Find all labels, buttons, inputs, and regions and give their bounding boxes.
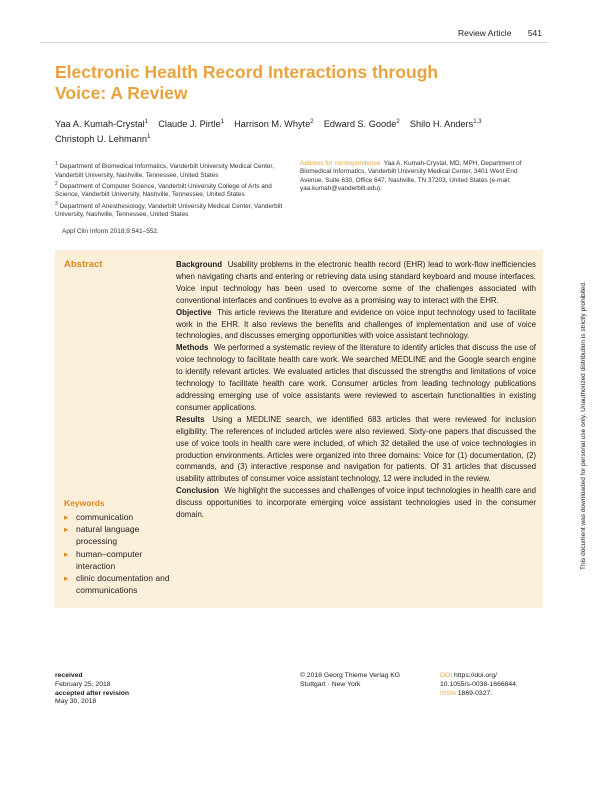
side-notice-text: This document was downloaded for personal use only. Unauthorized distribution is strictly prohibited. [580, 281, 587, 570]
received-date: February 25, 2018 [55, 680, 111, 688]
author-affil-mark: 2 [310, 119, 314, 125]
abstract-text [176, 259, 536, 521]
abstract-section-results: Results Using a MEDLINE search, we identified 683 articles that were reviewed for inclusion eligibility. The references of included articles were also reviewed. Sixty-one papers that discussed the use of voice tools in health care were included, of which 32 detailed the use of voice technologies in production environments. Articles were organized into three domains: Voice for (1) documentation, (2) commands, and (3) interactive response and navigation for patients. Of 31 articles that discussed usability attributes of consumer voice assistant technology, 12 were included in the review. [176, 414, 537, 484]
received-label: received [55, 672, 83, 679]
author-affil-mark: 2 [396, 119, 400, 125]
correspondence [300, 160, 540, 194]
keywords-label: Keywords [64, 498, 105, 508]
abstract-section-conclusion: Conclusion We highlight the successes and challenges of voice input technologies in health care and discuss opportunities to incorporate emerging voice assistant technologies used in the consumer domain. [176, 486, 536, 520]
footer-publisher [300, 672, 400, 690]
keywords-list [64, 511, 174, 596]
author-affil-mark: 1,3 [473, 119, 482, 125]
doi-link[interactable]: https://doi.org/ [453, 672, 498, 679]
publisher-location: Stuttgart · New York [300, 680, 361, 688]
affiliation-item: $^1$ Department of Biomedical Informatics, Vanderbilt University Medical Center, Vanderbilt University, Nashville, Tennessee, United States [55, 161, 274, 179]
author-name: Christoph U. Lehmann [55, 134, 147, 145]
abstract-section-background: Background Usability problems in the electronic health record (EHR) lead to work-flow inefficiencies when navigating charts and entering or retrieving data using standard keyboard and mouse interfaces. Voice input technology has been used to overcome some of the challenges associated with conventional interfaces and continues to evolve as a promising way to interact with the EHR. [176, 260, 536, 305]
header-divider [40, 42, 548, 43]
author-affil-mark: 1 [144, 119, 149, 125]
footer-identifiers [440, 672, 518, 698]
running-header [458, 28, 542, 38]
affiliation-item: $^3$ Department of Anesthesiology, Vanderbilt University Medical Center, Vanderbilt University, Nashville, Tennessee, United States [55, 200, 283, 219]
abstract-section-objective: Objective This article reviews the literature and evidence on voice input technology used to facilitate work in the EHR. It also reviews the benefits and challenges of implementation and use of voice technologies, and discusses emerging opportunities with voice assistant technology. [176, 307, 536, 341]
author-name: Yaa A. Kumah-Crystal [55, 119, 145, 130]
issn-value: 1869-0327. [457, 689, 493, 697]
keyword-item: ▸ human–computer interaction [64, 548, 174, 572]
page-number: 541 [527, 28, 542, 38]
doi-value[interactable]: 10.1055/s-0038-1666844. [440, 680, 518, 688]
article-title: Electronic Health Record Interactions through Voice: A Review [55, 62, 439, 103]
article-type-label: Review Article [458, 28, 512, 38]
keyword-item: ▸ clinic documentation and communications [64, 572, 174, 596]
keyword-item: ▸ natural language processing [64, 523, 174, 547]
affiliation-item: $^2$ Department of Computer Science, Vanderbilt University College of Arts and Science, Vanderbilt University, Nashville, Tennessee, United States [55, 180, 272, 199]
footer-dates [55, 672, 129, 707]
author-name: Harrison M. Whyte [234, 119, 311, 130]
affiliations [55, 160, 290, 220]
keyword-item: ▸ communication [64, 511, 174, 523]
author-affil-mark: 1 [220, 119, 224, 125]
accepted-label: accepted after revision [55, 689, 130, 697]
doi-label: DOI [440, 672, 453, 679]
correspondence-text: Yaa A. Kumah-Crystal, MD, MPH, Department of Biomedical Informatics, Vanderbilt University Medical Center, 3401 West End Avenue, Suite 630, Office 647, Nashville, TN 37203, United States (e-mail: yaa.kumah@vanderbilt.edu). [300, 160, 522, 193]
correspondence-label: Address for correspondence [300, 160, 381, 167]
author-name: Claude J. Pirtle [158, 119, 221, 130]
author-name: Shilo H. Anders [409, 119, 474, 130]
abstract-section-methods: Methods We performed a systematic review of the literature to identify articles that discuss the use of voice technology to facilitate health care work. We searched MEDLINE and the Google search engine to identify relevant articles. We evaluated articles that discussed the strengths and limitations of voice technology to facilitate health care work. Consumer articles from leading technology publications addressing emerging use of voice assistants were reviewed to ascertain functionalities in existing consumer applications. [176, 343, 536, 412]
abstract-label: Abstract [64, 259, 103, 270]
issn-label: ISSN [440, 689, 456, 697]
author-name: Edward S. Goode [323, 119, 397, 130]
author-list [55, 116, 555, 146]
side-notice [580, 230, 590, 570]
citation-line: Appl Clin Inform 2018;9:541–552. [62, 228, 159, 235]
copyright: © 2018 Georg Thieme Verlag KG [300, 672, 401, 679]
accepted-date: May 30, 2018 [55, 698, 97, 706]
author-affil-mark: 1 [146, 134, 151, 141]
